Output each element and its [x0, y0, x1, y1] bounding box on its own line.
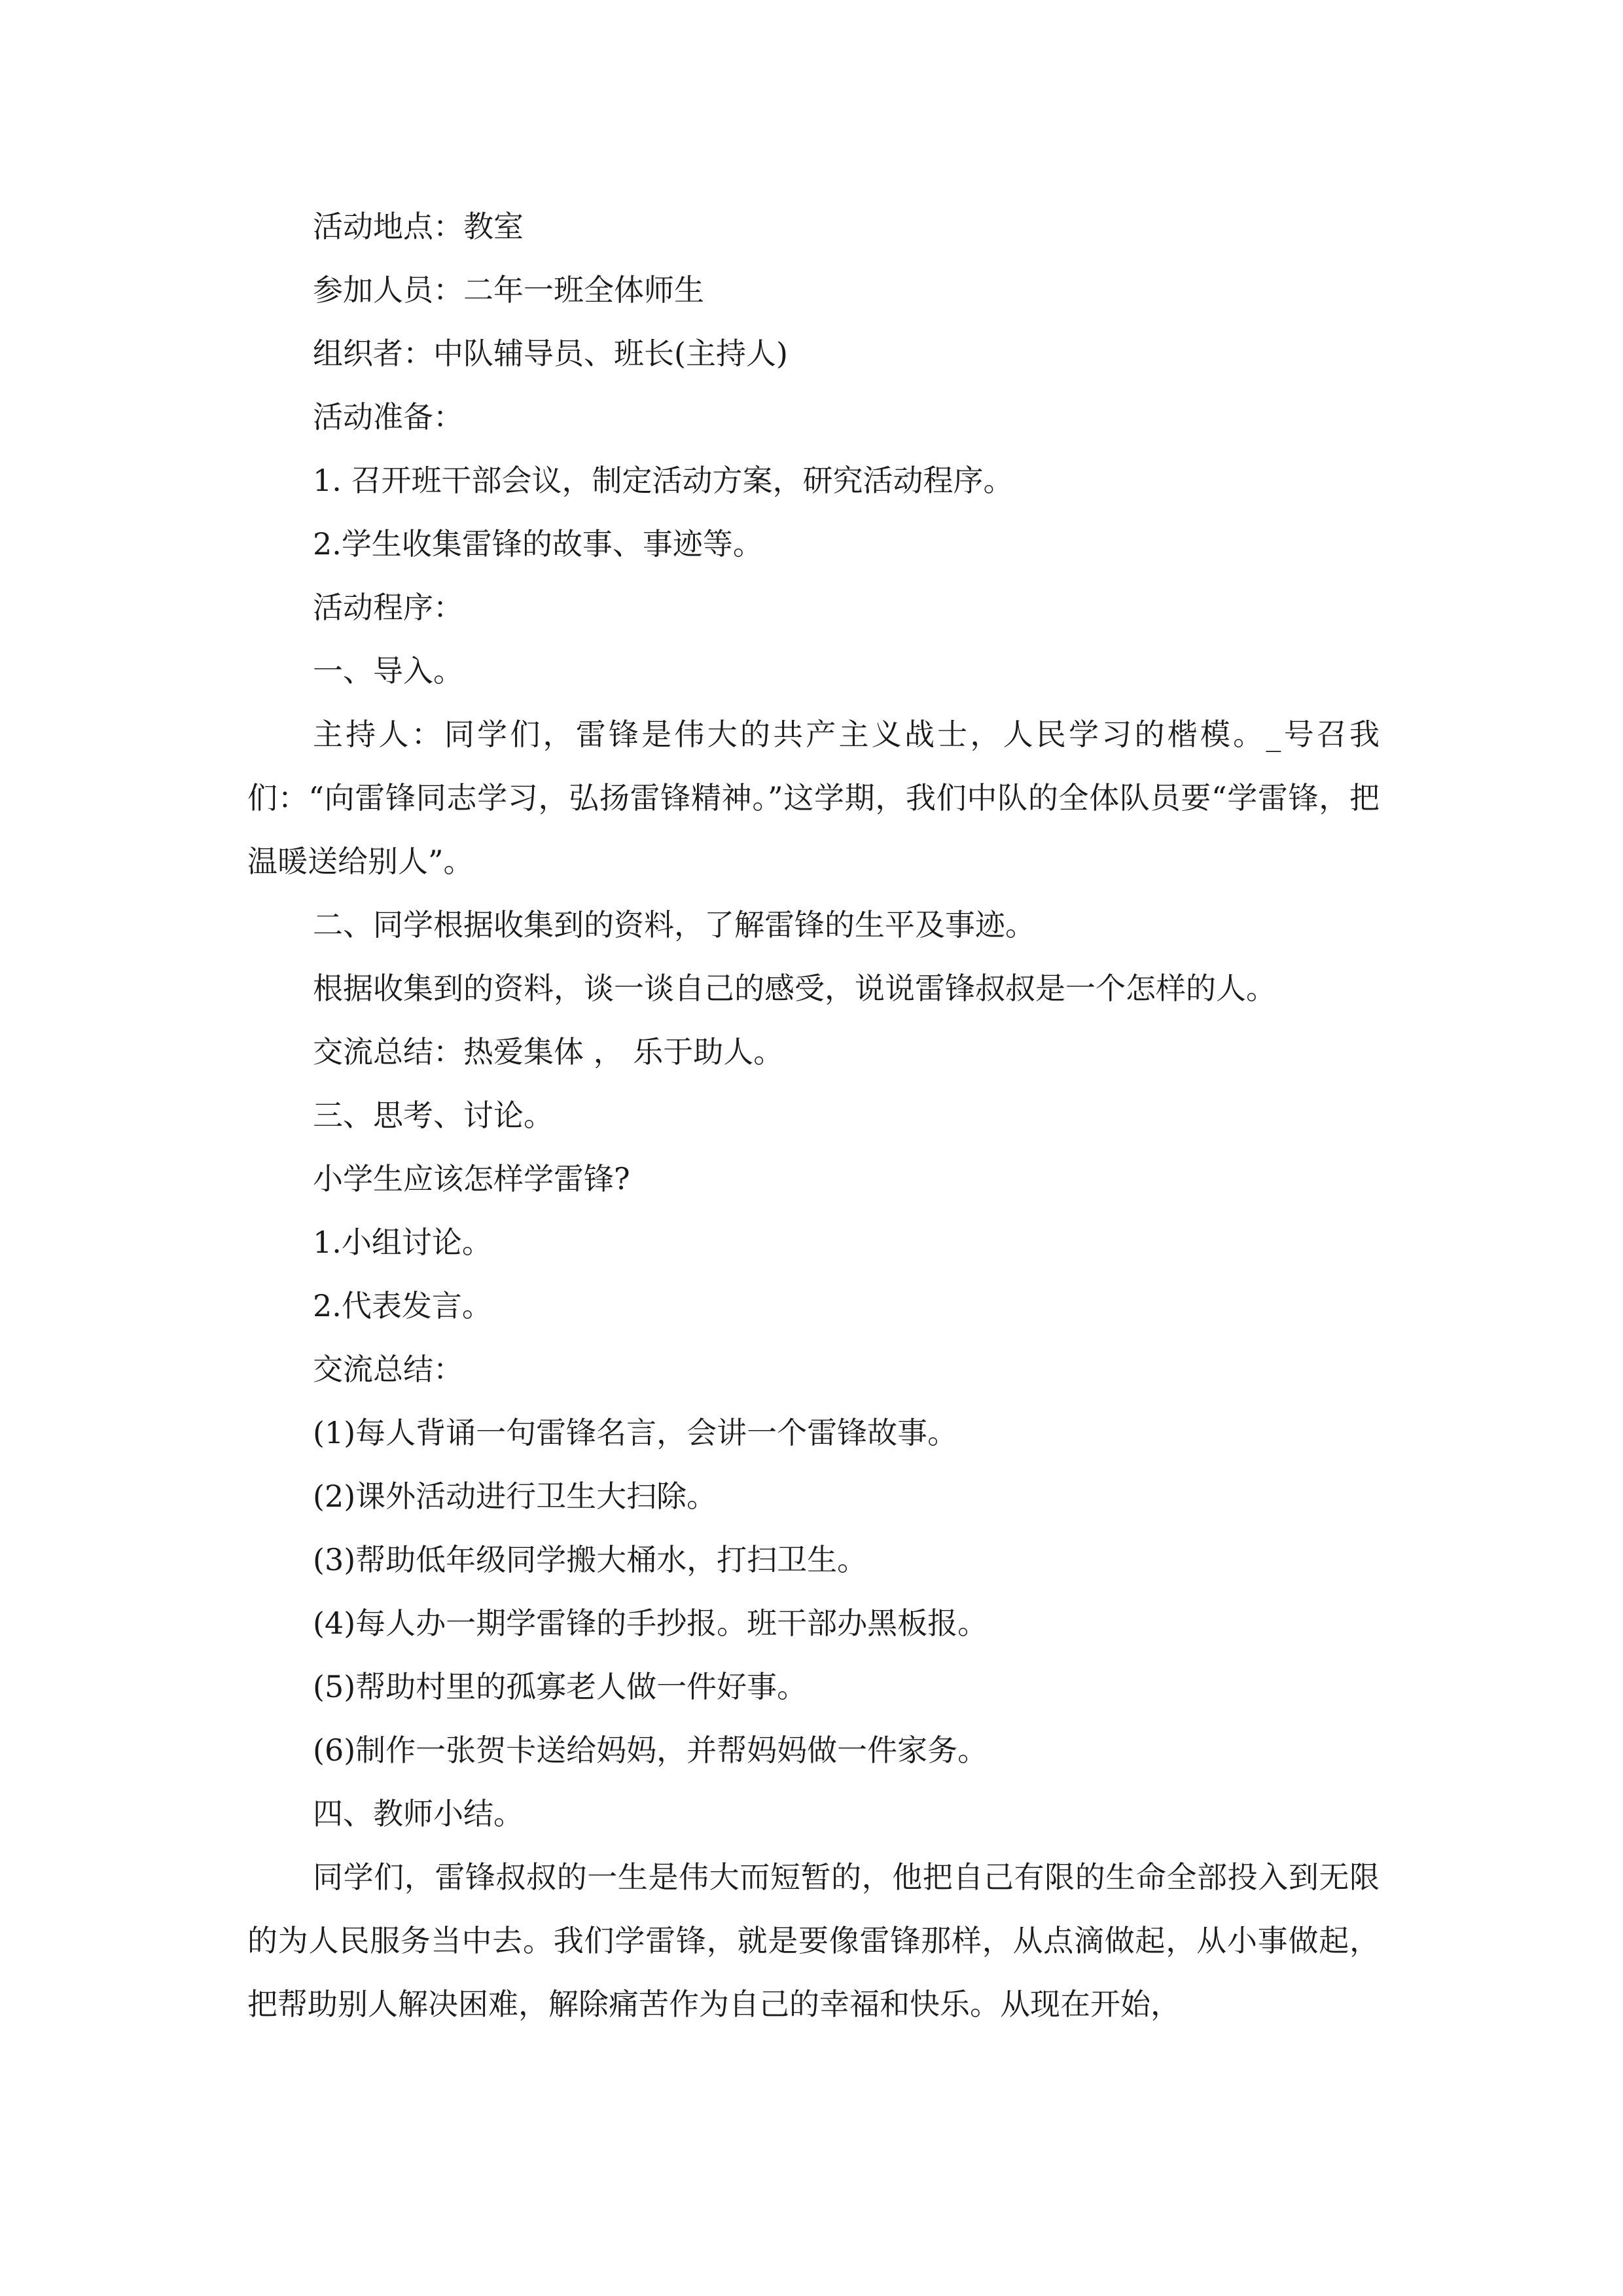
list-item: (2)课外活动进行卫生大扫除。	[313, 1479, 717, 1514]
paragraph-organizer: 组织者：中队辅导员、班长(主持人)	[313, 336, 788, 371]
paragraph-procedure-heading: 活动程序：	[313, 590, 463, 625]
list-item: (6)制作一张贺卡送给妈妈，并帮妈妈做一件家务。	[313, 1732, 988, 1768]
list-item: (5)帮助村里的孤寡老人做一件好事。	[313, 1669, 808, 1704]
paragraph-preparation-2: 2.学生收集雷锋的故事、事迹等。	[313, 526, 763, 562]
section-heading-research: 二、同学根据收集到的资料，了解雷锋的生平及事迹。	[313, 907, 1035, 942]
paragraph-feelings: 根据收集到的资料，谈一谈自己的感受，说说雷锋叔叔是一个怎样的人。	[313, 971, 1276, 1006]
document-body	[247, 195, 1380, 2036]
section-heading-discussion: 三、思考、讨论。	[313, 1098, 554, 1133]
paragraph-summary-heading: 交流总结：	[313, 1352, 463, 1387]
paragraph-participants: 参加人员：二年一班全体师生	[313, 272, 704, 308]
list-item: (1)每人背诵一句雷锋名言，会讲一个雷锋故事。	[313, 1415, 958, 1450]
paragraph-host-speech: 主持人：同学们，雷锋是伟大的共产主义战士，人民学习的楷模。_号召我们：“向雷锋同志学习，弘扬雷锋精神。”这学期，我们中队的全体队员要“学雷锋，把温暖送给别人”。	[247, 717, 1380, 879]
paragraph-location: 活动地点：教室	[313, 209, 524, 244]
paragraph-teacher-summary: 同学们，雷锋叔叔的一生是伟大而短暂的，他把自己有限的生命全部投入到无限的为人民服务当中去。我们学雷锋，就是要像雷锋那样，从点滴做起，从小事做起，把帮助别人解决困难，解除痛苦作为自己的幸福和快乐。从现在开始，	[247, 1859, 1380, 2022]
list-item: 1.小组讨论。	[313, 1225, 492, 1260]
paragraph-summary-1: 交流总结：热爱集体 ， 乐于助人。	[313, 1034, 784, 1069]
list-item: 2.代表发言。	[313, 1288, 492, 1323]
section-heading-intro: 一、导入。	[313, 653, 463, 689]
paragraph-preparation-heading: 活动准备：	[313, 399, 463, 435]
list-item: (4)每人办一期学雷锋的手抄报。班干部办黑板报。	[313, 1605, 988, 1641]
section-heading-teacher-summary: 四、教师小结。	[313, 1796, 524, 1831]
paragraph-preparation-1: 1. 召开班干部会议，制定活动方案，研究活动程序。	[313, 463, 1014, 498]
list-item: (3)帮助低年级同学搬大桶水，打扫卫生。	[313, 1542, 868, 1577]
paragraph-question: 小学生应该怎样学雷锋?	[313, 1161, 630, 1196]
